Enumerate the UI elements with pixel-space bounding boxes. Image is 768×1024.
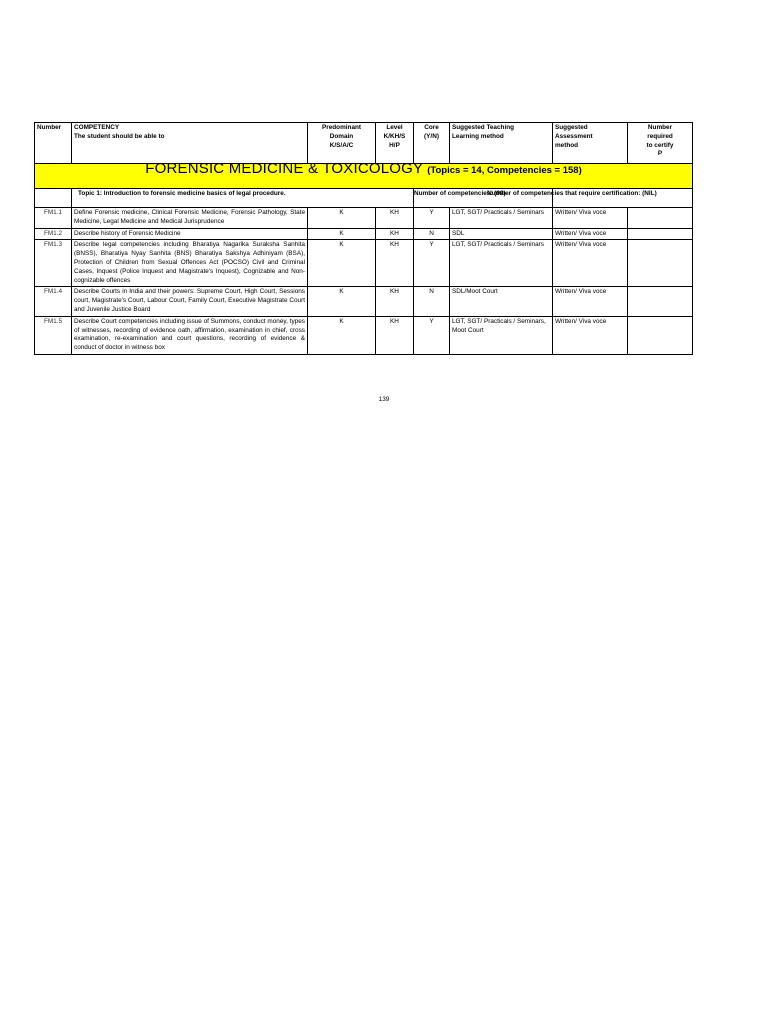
header-level: Level K/KH/S H/P <box>376 123 414 164</box>
topic-title: Topic 1: Introduction to forensic medicine basics of legal procedure. <box>72 189 414 208</box>
header-core: Core (Y/N) <box>414 123 450 164</box>
cell-core: Y <box>414 240 450 287</box>
cell-domain: K <box>308 208 376 229</box>
cell-competency: Describe Courts in India and their powers: Supreme Court, High Court, Sessions court, Magistrate's Court, Labour Court, Family Court, Executive Magistrate Court and Juvenile Justice Board <box>72 287 308 316</box>
cell-teaching: LGT, SGT/ Practicals / Seminars, Moot Court <box>450 316 553 354</box>
table-row <box>35 240 693 287</box>
header-domain: Predominant Domain K/S/A/C <box>308 123 376 164</box>
topic-count: Number of competencies: (09) <box>414 189 553 208</box>
cell-level: KH <box>376 240 414 287</box>
subject-subtitle: (Topics = 14, Competencies = 158) <box>427 165 582 176</box>
cell-assessment: Written/ Viva voce <box>553 228 628 240</box>
cell-core: N <box>414 228 450 240</box>
cell-assessment: Written/ Viva voce <box>553 287 628 316</box>
table-row <box>35 287 693 316</box>
table-row <box>35 228 693 240</box>
header-number: Number <box>35 123 72 164</box>
header-row <box>35 123 693 164</box>
cell-domain: K <box>308 287 376 316</box>
cell-id: FM1.1 <box>35 208 72 229</box>
cell-competency: Describe Court competencies including issue of Summons, conduct money, types of witnesses, recording of evidence oath, affirmation, examination in chief, cross examination, re-examination and court questions, recording of evidence & conduct of doctor in witness box <box>72 316 308 354</box>
cell-competency: Define Forensic medicine, Clinical Forensic Medicine, Forensic Pathology, State Medicine, Legal Medicine and Medical Jurisprudence <box>72 208 308 229</box>
header-certify: Number required to certify P <box>628 123 693 164</box>
cell-certify <box>628 240 693 287</box>
cell-id: FM1.4 <box>35 287 72 316</box>
cell-domain: K <box>308 240 376 287</box>
cell-certify <box>628 287 693 316</box>
subject-banner <box>35 164 693 189</box>
cell-teaching: SDL/Moot Court <box>450 287 553 316</box>
header-competency: COMPETENCY The student should be able to <box>72 123 308 164</box>
table-row <box>35 316 693 354</box>
cell-domain: K <box>308 228 376 240</box>
cell-assessment: Written/ Viva voce <box>553 240 628 287</box>
cell-assessment: Written/ Viva voce <box>553 316 628 354</box>
cell-level: KH <box>376 228 414 240</box>
cell-id: FM1.2 <box>35 228 72 240</box>
header-assessment: Suggested Assessment method <box>553 123 628 164</box>
cell-certify <box>628 316 693 354</box>
cell-id: FM1.5 <box>35 316 72 354</box>
header-teaching: Suggested Teaching Learning method <box>450 123 553 164</box>
cell-competency: Describe legal competencies including Bharatiya Nagarika Suraksha Sanhita (BNSS), Bharatiya Nyay Sanhita (BNS) Bharatiya Sakshya Adhiniyam (BSA), Protection of Children from Sexual Offences Act (POCSO) Civil and Criminal Cases, Inquest (Police Inquest and Magistrate's Inquest), Cognizable and Non-cognizable offences <box>72 240 308 287</box>
cell-core: N <box>414 287 450 316</box>
competency-table <box>34 122 693 355</box>
cell-domain: K <box>308 316 376 354</box>
topic-certification: Number of competencies that require certification: (NIL) <box>487 190 657 197</box>
subject-title: FORENSIC MEDICINE & TOXICOLOGY <box>145 160 424 177</box>
page-number: 139 <box>378 396 390 403</box>
cell-teaching: SDL <box>450 228 553 240</box>
cell-assessment: Written/ Viva voce <box>553 208 628 229</box>
topic-row <box>35 189 693 208</box>
cell-certify <box>628 208 693 229</box>
cell-certify <box>628 228 693 240</box>
table-row <box>35 208 693 229</box>
cell-competency: Describe history of Forensic Medicine <box>72 228 308 240</box>
cell-level: KH <box>376 316 414 354</box>
cell-teaching: LGT, SGT/ Practicals / Seminars <box>450 240 553 287</box>
cell-core: Y <box>414 316 450 354</box>
cell-level: KH <box>376 287 414 316</box>
cell-level: KH <box>376 208 414 229</box>
cell-id: FM1.3 <box>35 240 72 287</box>
cell-teaching: LGT, SGT/ Practicals / Seminars <box>450 208 553 229</box>
cell-core: Y <box>414 208 450 229</box>
